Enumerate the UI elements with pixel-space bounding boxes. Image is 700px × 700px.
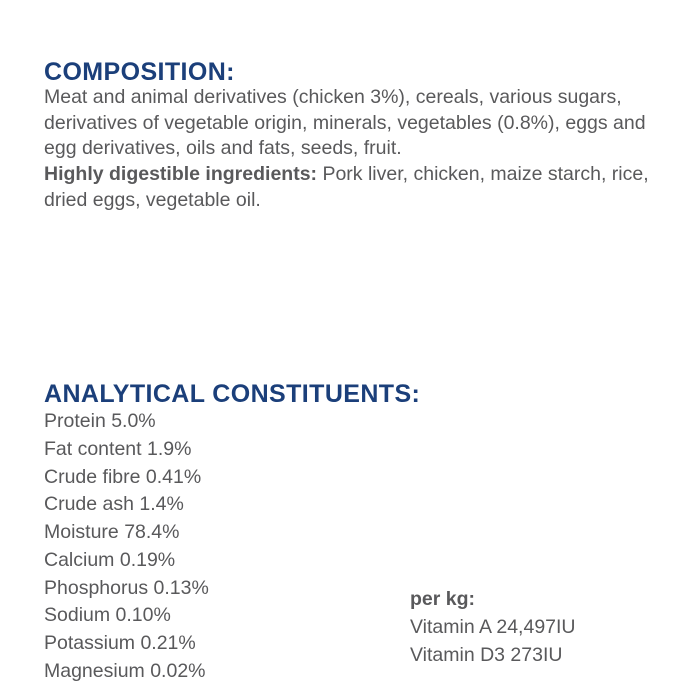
list-item: Phosphorus 0.13%: [44, 576, 209, 599]
constituents-list: [44, 408, 374, 686]
highly-digestible-label: Highly digestible ingredients:: [44, 163, 318, 186]
list-item: Protein 5.0%: [44, 410, 156, 432]
list-item: Sodium 0.10%: [44, 604, 171, 627]
vitamins-title: per kg:: [410, 588, 476, 610]
list-item: Crude fibre 0.41%: [44, 465, 202, 488]
vitamins-block: [410, 586, 670, 669]
composition-body: [44, 85, 658, 214]
list-item: Vitamin A 24,497IU: [410, 615, 576, 638]
list-item: Moisture 78.4%: [44, 521, 180, 544]
highly-digestible-text: Pork liver, chicken, maize starch, rice, dried eggs, vegetable oil.: [44, 163, 649, 211]
list-item: Calcium 0.19%: [44, 548, 176, 571]
list-item: Fat content 1.9%: [44, 437, 192, 460]
list-item: Potassium 0.21%: [44, 632, 196, 655]
composition-heading: COMPOSITION:: [44, 57, 235, 86]
list-item: Vitamin D3 273IU: [410, 643, 563, 666]
list-item: Crude ash 1.4%: [44, 493, 184, 516]
composition-paragraph: Meat and animal derivatives (chicken 3%), cereals, various sugars, derivatives of vegetable origin, minerals, vegetables (0.8%), eggs and egg derivatives, oils and fats, seeds, fruit.: [44, 86, 646, 160]
analytical-constituents-heading: ANALYTICAL CONSTITUENTS:: [44, 379, 421, 408]
list-item: Magnesium 0.02%: [44, 660, 206, 683]
